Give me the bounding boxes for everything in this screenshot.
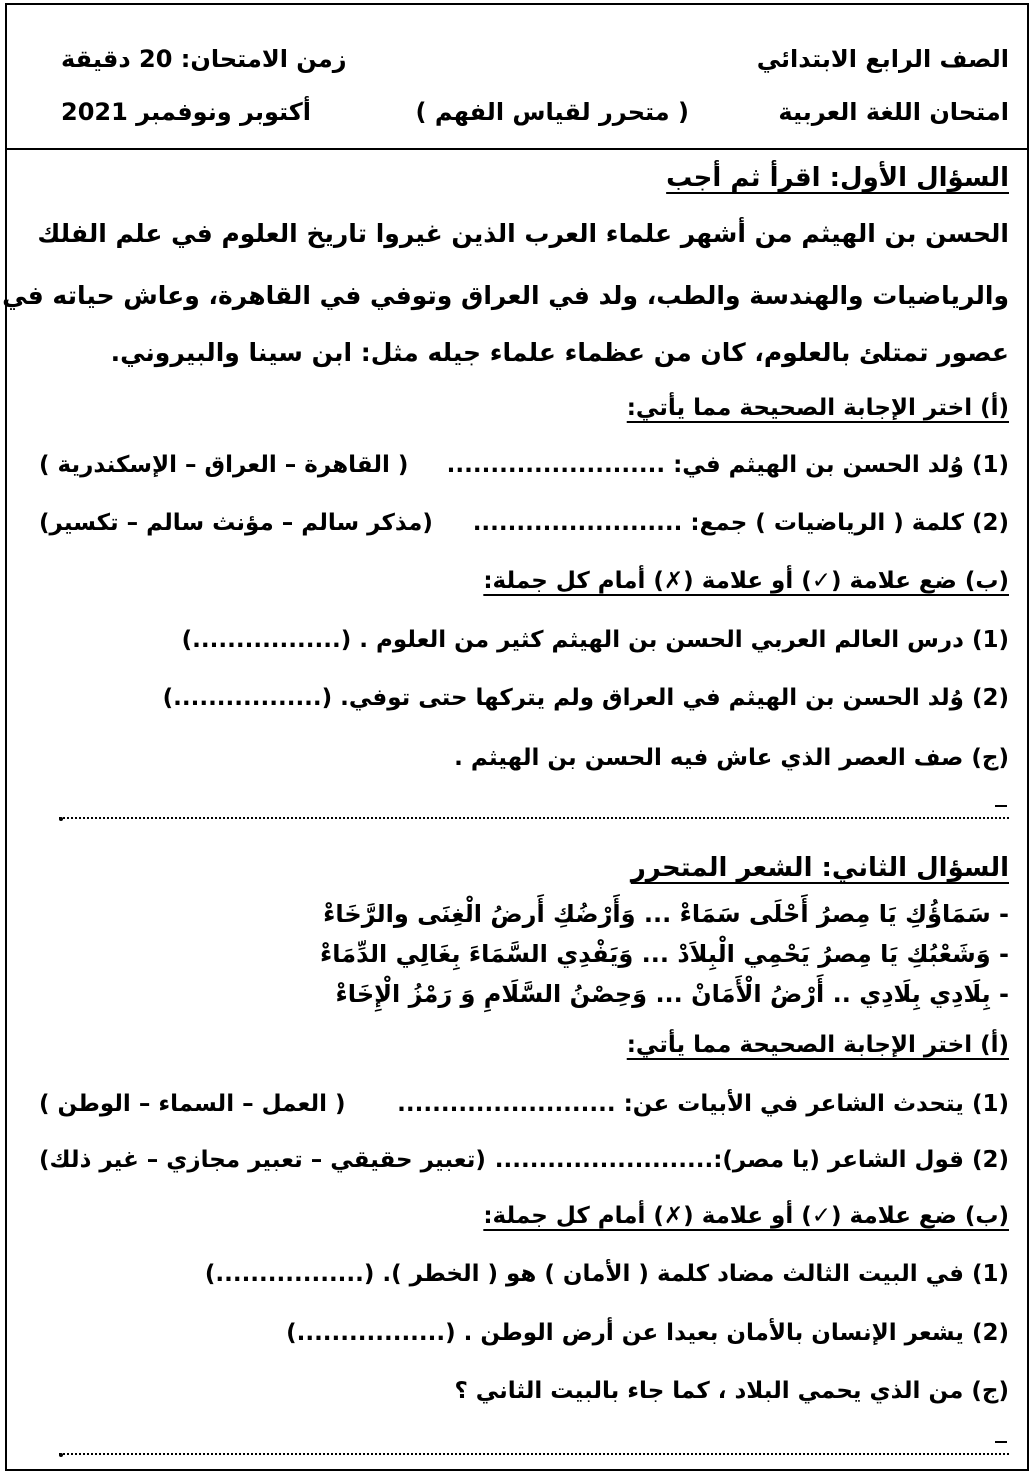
exam-page (2, 3, 1029, 1471)
exam-time: زمن الامتحان: 20 دقيقة (61, 45, 347, 73)
q2-part-b-title: (ب) ضع علامة (✓) أو علامة (✗) أمام كل جملة: (483, 1203, 1009, 1229)
header-separator (7, 148, 1027, 150)
q1-answer-line[interactable] (59, 817, 1009, 819)
q1-b2: (2) وُلد الحسن بن الهيثم في العراق ولم يتركها حتى توفي. (.................) (162, 685, 1009, 711)
q2-a2-question: (2) قول الشاعر (يا مصر):......................... (494, 1147, 1009, 1173)
q2-poem-line-3: - بِلَادِي بِلَادِي .. أَرْضُ الْأَمَانْ ... وَحِصْنُ السَّلَامِ وَ رَمْزُ الْإِخَاءْ (335, 980, 1009, 1008)
q2-b1: (1) في البيت الثالث مضاد كلمة ( الأمان ) هو ( الخطر ). (.................) (204, 1261, 1009, 1287)
q2-a2 (25, 1147, 1009, 1173)
q2-part-c: (ج) من الذي يحمي البلاد ، كما جاء بالبيت الثاني ؟ (454, 1378, 1009, 1404)
q1-a2-question: (2) كلمة ( الرياضيات ) جمع: ........................ (472, 510, 1009, 536)
q1-passage-line-2: والرياضيات والهندسة والطب، ولد في العراق وتوفي في القاهرة، وعاش حياته في (2, 281, 1009, 310)
q2-answer-end-dot (59, 1453, 63, 1457)
q2-poem-line-2: - وَشَعْبُكِ يَا مِصرُ يَحْمِي الْبِلاَدْ ... وَيَفْدِي السَّمَاءَ بِغَالِي الدِّمَاءْ (320, 940, 1009, 968)
q1-part-c: (ج) صف العصر الذي عاش فيه الحسن بن الهيثم . (454, 745, 1009, 771)
q2-poem-line-1: - سَمَاؤُكِ يَا مِصرُ أَحْلَى سَمَاءْ ... وَأَرْضُكِ أَرضُ الْغِنَى والرَّخَاءْ (323, 900, 1009, 928)
q1-answer-dash (995, 805, 1007, 807)
q2-a1-options: ( العمل – السماء – الوطن ) (39, 1091, 346, 1117)
q1-passage-line-3: عصور تمتلئ بالعلوم، كان من عظماء علماء جيله مثل: ابن سينا والبيروني. (110, 338, 1009, 367)
q1-part-b-title: (ب) ضع علامة (✓) أو علامة (✗) أمام كل جملة: (483, 568, 1009, 594)
q2-a1 (25, 1091, 1009, 1117)
grade-label: الصف الرابع الابتدائي (756, 45, 1009, 73)
exam-date: أكتوبر ونوفمبر 2021 (61, 98, 311, 126)
q1-passage-line-1: الحسن بن الهيثم من أشهر علماء العرب الذين غيروا تاريخ العلوم في علم الفلك (37, 219, 1009, 248)
q1-part-a-title: (أ) اختر الإجابة الصحيحة مما يأتي: (626, 395, 1009, 421)
q2-b2: (2) يشعر الإنسان بالأمان بعيدا عن أرض الوطن . (.................) (286, 1320, 1009, 1346)
q2-title: السؤال الثاني: الشعر المتحرر (630, 853, 1009, 883)
header-row-1 (25, 45, 1009, 73)
header-row-2 (25, 98, 1009, 126)
q1-a1-question: (1) وُلد الحسن بن الهيثم في: ......................... (446, 452, 1009, 478)
exam-type: ( متحرر لقياس الفهم ) (415, 98, 689, 126)
q2-a2-options: (تعبير حقيقي – تعبير مجازي – غير ذلك) (39, 1147, 486, 1173)
q1-a2-options: (مذكر سالم – مؤنث سالم – تكسير) (39, 510, 433, 536)
q1-b1: (1) درس العالم العربي الحسن بن الهيثم كثير من العلوم . (.................) (181, 627, 1009, 653)
q1-answer-end-dot (59, 817, 63, 821)
exam-subject: امتحان اللغة العربية (778, 98, 1009, 126)
q1-a2 (25, 510, 1009, 536)
q1-a1 (25, 452, 1009, 478)
q2-answer-line[interactable] (59, 1453, 1009, 1455)
q1-title: السؤال الأول: اقرأ ثم أجب (666, 163, 1009, 193)
q2-a1-question: (1) يتحدث الشاعر في الأبيات عن: ......................... (397, 1091, 1009, 1117)
q2-answer-dash (995, 1441, 1007, 1443)
q2-part-a-title: (أ) اختر الإجابة الصحيحة مما يأتي: (626, 1032, 1009, 1058)
q1-a1-options: ( القاهرة – العراق – الإسكندرية ) (39, 452, 409, 478)
